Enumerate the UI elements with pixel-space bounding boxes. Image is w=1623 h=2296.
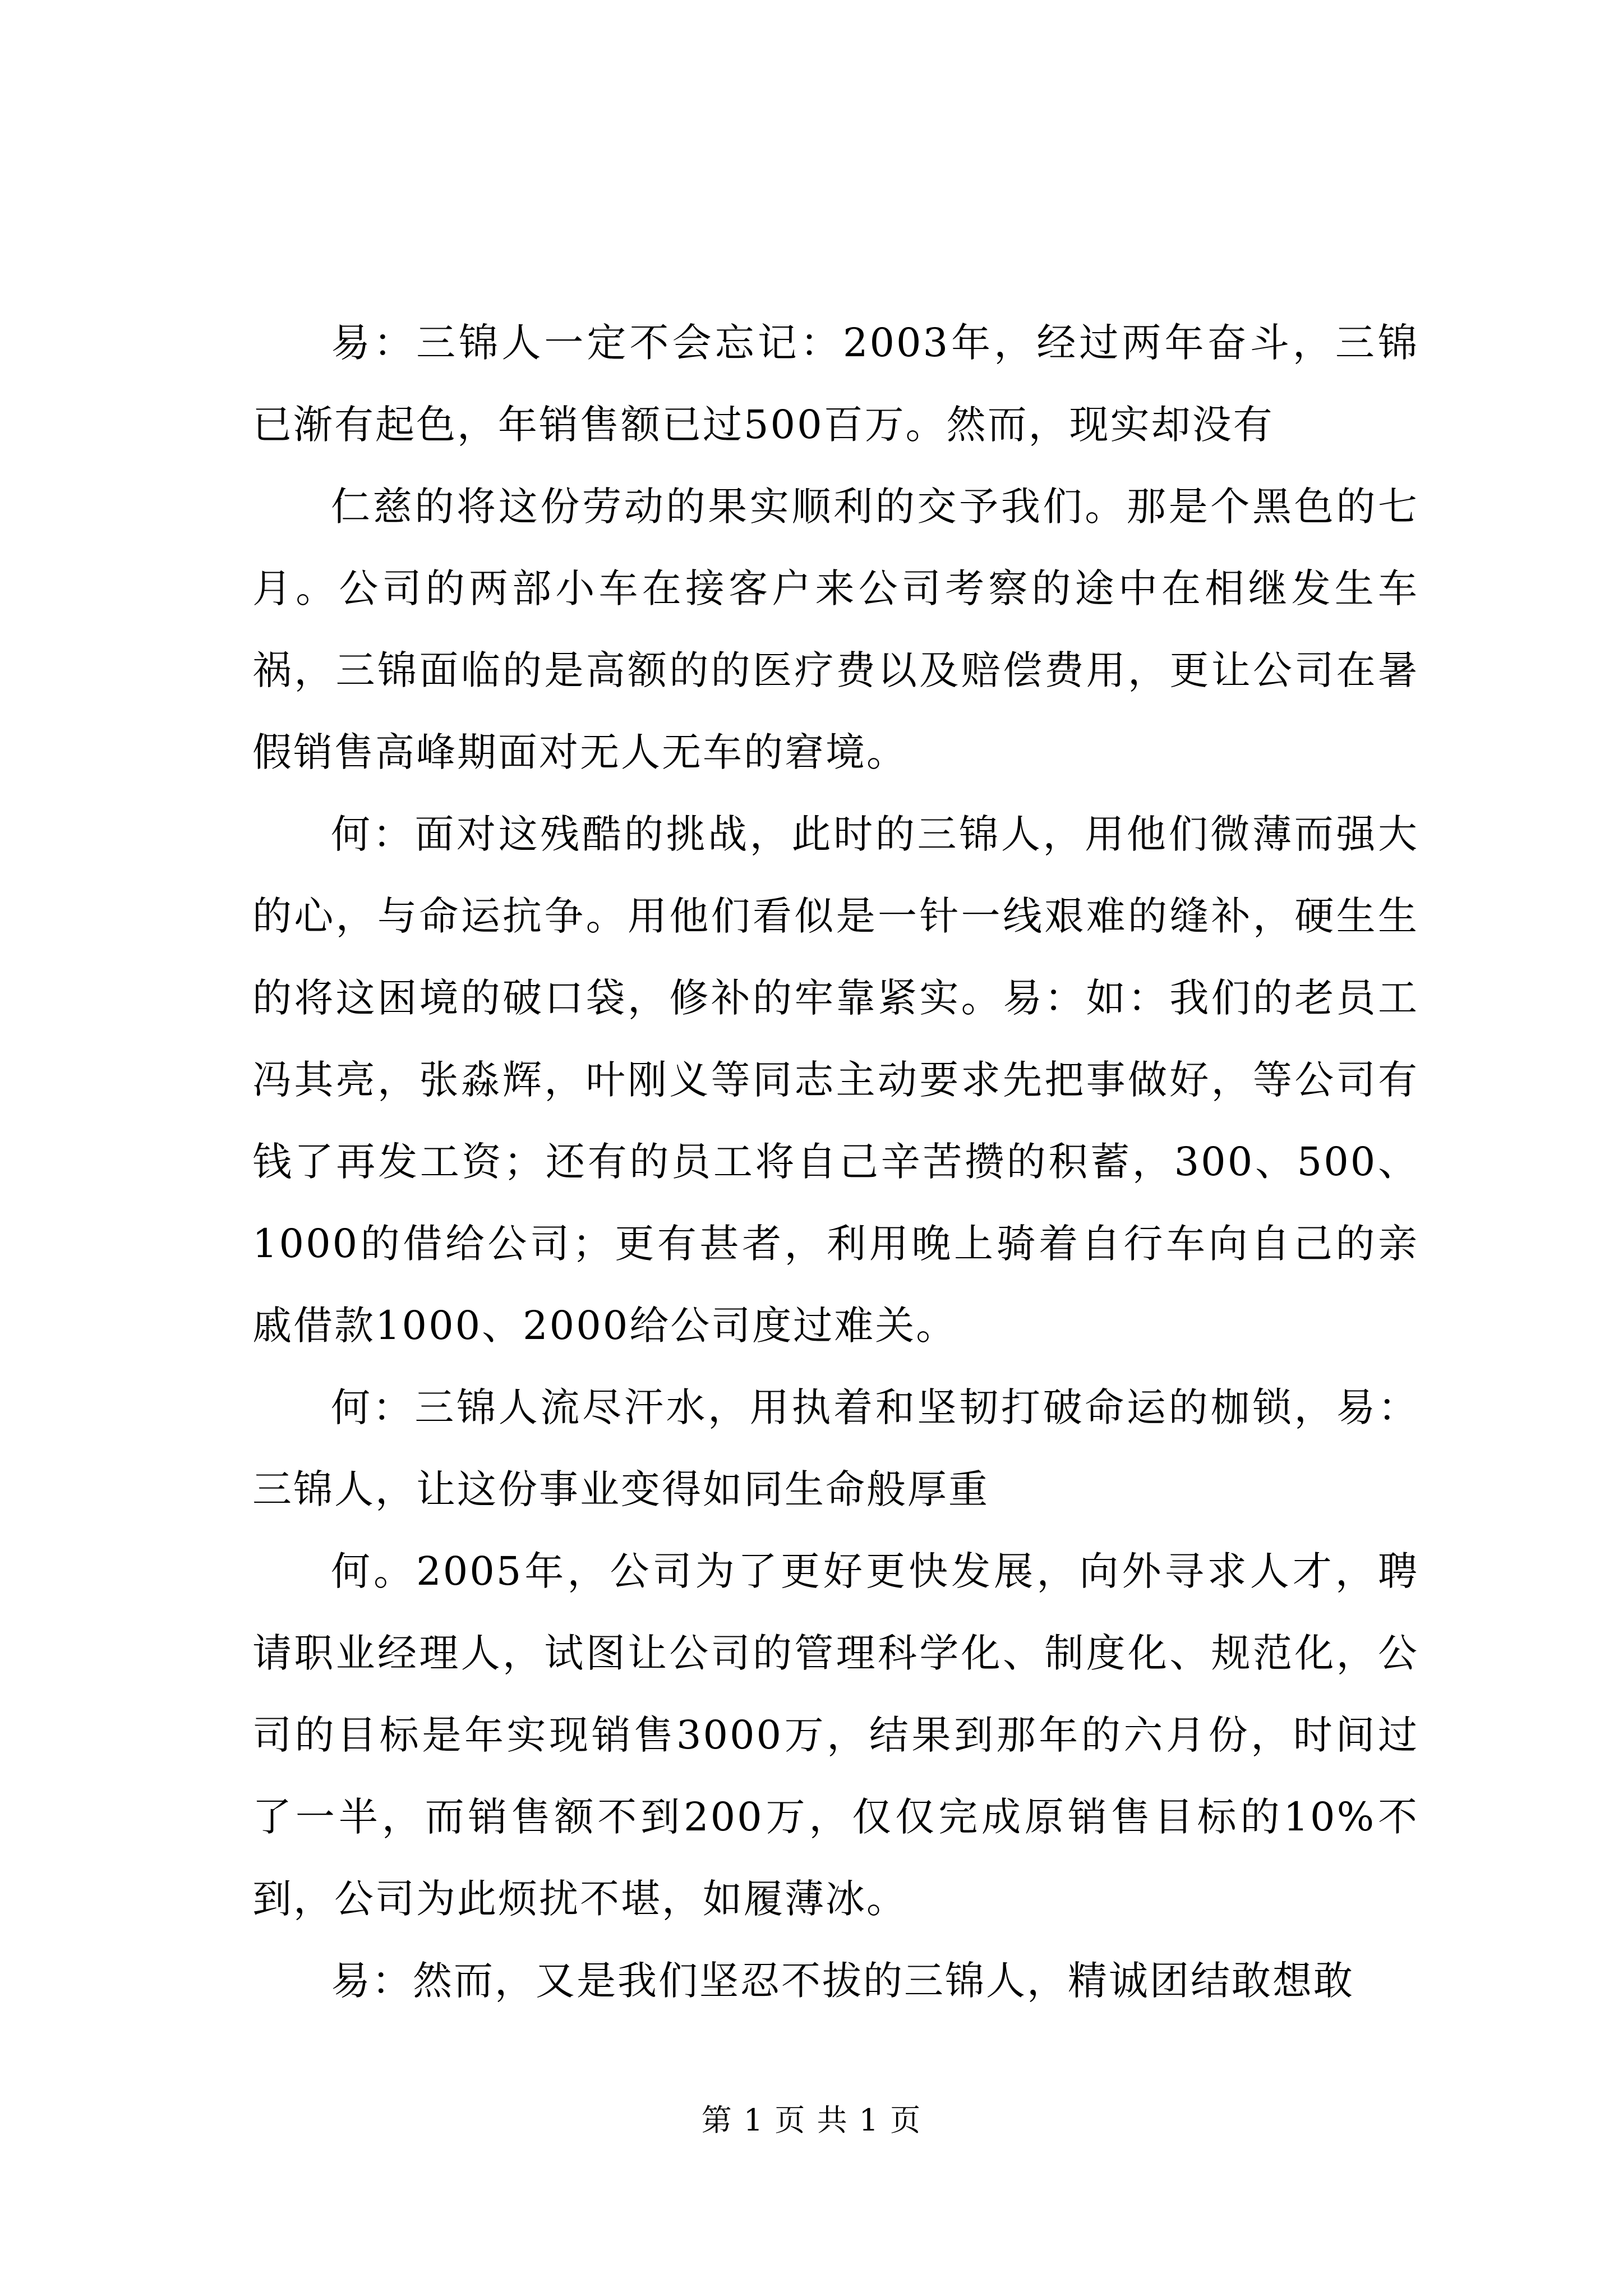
paragraph-1: 易：三锦人一定不会忘记：2003年，经过两年奋斗，三锦已渐有起色，年销售额已过500百万。然而，现实却没有 — [252, 320, 1419, 448]
paragraph-5: 何。2005年，公司为了更好更快发展，向外寻求人才，聘请职业经理人，试图让公司的管理科学化、制度化、规范化，公司的目标是年实现销售3000万，结果到那年的六月份，时间过了一半，而销售额不到200万，仅仅完成原销售目标的10%不到，公司为此烦扰不堪，如履薄冰。 — [252, 1548, 1419, 1922]
paragraph-2: 仁慈的将这份劳动的果实顺利的交予我们。那是个黑色的七月。公司的两部小车在接客户来公司考察的途中在相继发生车祸，三锦面临的是高额的的医疗费以及赔偿费用，更让公司在暑假销售高峰期面对无人无车的窘境。 — [252, 484, 1419, 775]
page-number-footer: 第 1 页 共 1 页 — [701, 2102, 922, 2138]
paragraph-6: 易：然而，又是我们坚忍不拔的三锦人，精诚团结敢想敢 — [331, 1958, 1354, 2004]
document-body — [252, 302, 1419, 2022]
paragraph-4: 何：三锦人流尽汗水，用执着和坚韧打破命运的枷锁，易：三锦人，让这份事业变得如同生命般厚重 — [252, 1384, 1419, 1512]
paragraph-3: 何：面对这残酷的挑战，此时的三锦人，用他们微薄而强大的心，与命运抗争。用他们看似是一针一线艰难的缝补，硬生生的将这困境的破口袋，修补的牢靠紧实。易：如：我们的老员工冯其亮，张淼辉，叶刚义等同志主动要求先把事做好，等公司有钱了再发工资；还有的员工将自己辛苦攒的积蓄，300、500、1000的借给公司；更有甚者，利用晚上骑着自行车向自己的亲戚借款1000、2000给公司度过难关。 — [252, 811, 1419, 1349]
